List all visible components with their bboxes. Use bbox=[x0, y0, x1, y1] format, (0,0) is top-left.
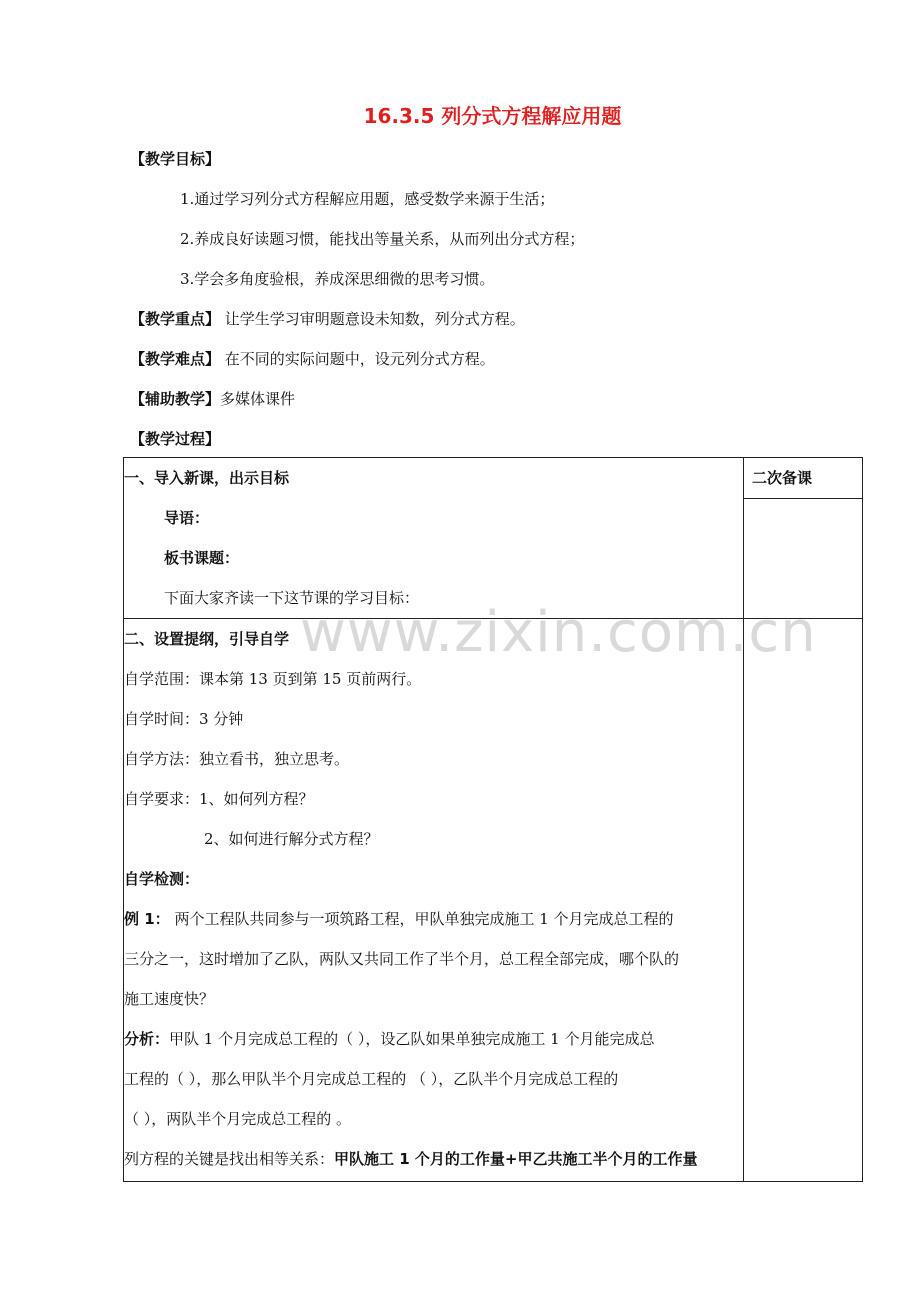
board-title-label: 板书课题： bbox=[164, 549, 240, 567]
example-label: 例 1： bbox=[124, 910, 170, 928]
side-notes-header: 二次备课 bbox=[744, 458, 862, 499]
lead-in-label: 导语： bbox=[164, 509, 210, 527]
objective-1: 1.通过学习列分式方程解应用题，感受数学来源于生活； bbox=[180, 190, 555, 208]
key-point-text: 让学生学习审明题意设未知数，列分式方程。 bbox=[220, 310, 525, 328]
self-study-time: 自学时间：3 分钟 bbox=[124, 710, 244, 728]
side-notes-cell-2 bbox=[744, 619, 863, 1182]
analysis-line-3: （ ），两队半个月完成总工程的 。 bbox=[124, 1110, 352, 1128]
analysis-label: 分析： bbox=[124, 1030, 170, 1048]
example-line-1 bbox=[124, 899, 743, 939]
analysis-text-1: 甲队 1 个月完成总工程的（ ），设乙队如果单独完成施工 1 个月能完成总 bbox=[169, 1030, 655, 1048]
example-line-2: 三分之一，这时增加了乙队，两队又共同工作了半个月，总工程全部完成，哪个队的 bbox=[124, 950, 680, 968]
key-point-label: 【教学重点】 bbox=[130, 310, 221, 328]
section-1-heading: 一、导入新课，出示目标 bbox=[124, 469, 290, 487]
teaching-aid bbox=[130, 388, 295, 409]
key-relation-bold: 甲队施工 1 个月的工作量+甲乙共施工半个月的工作量 bbox=[334, 1150, 698, 1168]
difficulty-text: 在不同的实际问题中，设元列分式方程。 bbox=[220, 350, 495, 368]
teaching-aid-text: 多媒体课件 bbox=[220, 390, 296, 408]
example-text-1: 两个工程队共同参与一项筑路工程，甲队单独完成施工 1 个月完成总工程的 bbox=[169, 910, 674, 928]
analysis-line-1 bbox=[124, 1019, 743, 1059]
key-relation-prefix: 列方程的关键是找出相等关系： bbox=[124, 1150, 335, 1168]
process-heading: 【教学过程】 bbox=[130, 430, 221, 448]
process-table bbox=[123, 457, 863, 1182]
page-title: 16.3.5 列分式方程解应用题 bbox=[363, 104, 622, 128]
side-notes-cell-1 bbox=[744, 458, 863, 619]
key-point bbox=[130, 308, 525, 329]
self-check-heading: 自学检测： bbox=[124, 870, 200, 888]
self-study-requirement-1: 自学要求：1、如何列方程？ bbox=[124, 790, 314, 808]
section-2-heading: 二、设置提纲，引导自学 bbox=[124, 630, 290, 648]
section-1-cell bbox=[124, 458, 744, 619]
self-study-scope: 自学范围：课本第 13 页到第 15 页前两行。 bbox=[124, 670, 422, 688]
example-line-3: 施工速度快？ bbox=[124, 990, 215, 1008]
analysis-line-2: 工程的（ ），那么甲队半个月完成总工程的 （ ），乙队半个月完成总工程的 bbox=[124, 1070, 619, 1088]
self-study-method: 自学方法：独立看书，独立思考。 bbox=[124, 750, 350, 768]
section-2-row bbox=[124, 619, 863, 1182]
objective-3: 3.学会多角度验根，养成深思细微的思考习惯。 bbox=[180, 270, 495, 288]
difficulty bbox=[130, 348, 495, 369]
reading-instruction: 下面大家齐读一下这节课的学习目标： bbox=[164, 589, 420, 607]
section-1-row bbox=[124, 458, 863, 619]
objective-2: 2.养成良好读题习惯，能找出等量关系，从而列出分式方程； bbox=[180, 230, 585, 248]
objectives-heading: 【教学目标】 bbox=[130, 150, 221, 168]
difficulty-label: 【教学难点】 bbox=[130, 350, 221, 368]
teaching-aid-label: 【辅助教学】 bbox=[130, 390, 221, 408]
watermark: www.zixin.com.cn bbox=[300, 600, 817, 665]
section-2-cell bbox=[124, 619, 744, 1182]
self-study-requirement-2: 2、如何进行解分式方程？ bbox=[204, 830, 379, 848]
key-relation-line bbox=[124, 1139, 743, 1179]
